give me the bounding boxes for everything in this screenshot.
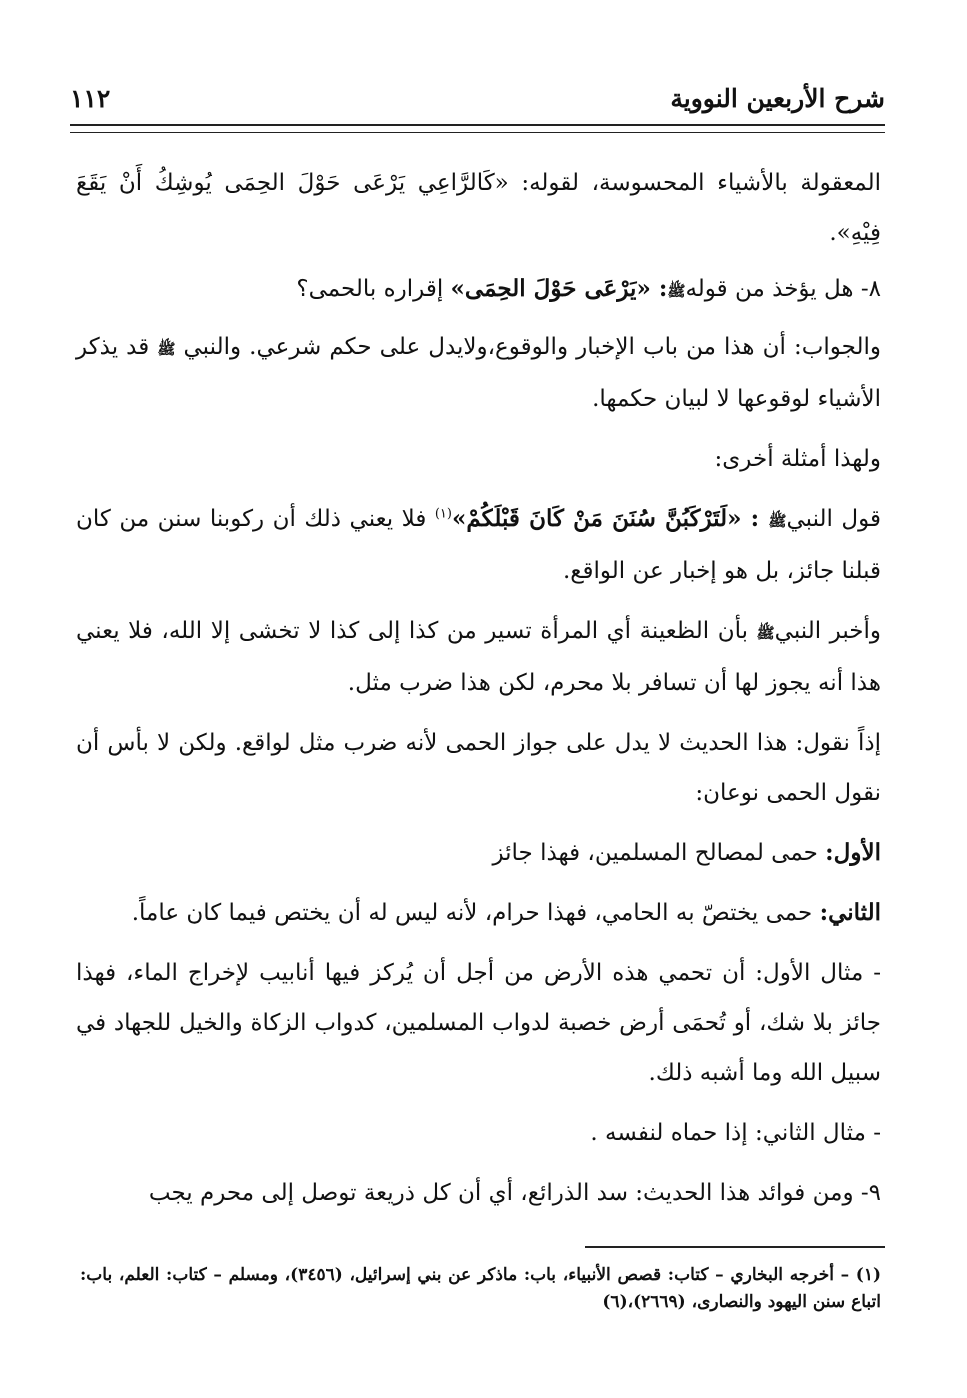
question-8-lead: ٨- هل يؤخذ من قوله (685, 276, 881, 302)
example-tail: فلا يعني ذلك أن ركوبنا سنن من كان قبلنا جائز، بل هو إخبار عن الواقع. (76, 506, 881, 584)
paragraph-2 (76, 264, 881, 316)
salla-honorific: ﷺ (768, 512, 787, 530)
footnote: (١) – أخرجه البخاري – كتاب: قصص الأنبياء، باب: ماذكر عن بني إسرائيل، (٣٤٥٦)، ومسلم – كتاب: العلم، باب: اتباع سنن اليهود والنصارى، (٢٦٦٩)،(٦) (80, 1265, 881, 1312)
paragraph-5 (76, 494, 881, 596)
answer-tail: قد يذكر الأشياء لوقوعها لا لبيان حكمها. (76, 334, 881, 412)
example-lead: قول النبي (786, 506, 881, 532)
paragraph-12: ٩- ومن فوائد هذا الحديث: سد الذرائع، أي أن كل ذريعة توصل إلى محرم يجب (148, 1180, 881, 1206)
answer-lead: والجواب: أن هذا من باب الإخبار والوقوع،ولايدل على حكم شرعي. والنبي (183, 334, 881, 360)
paragraph-3 (76, 322, 881, 424)
salla-honorific: ﷺ (756, 624, 775, 642)
question-8-tail: إقراره بالحمى؟ (296, 276, 451, 302)
page-header (70, 84, 885, 124)
type-1-label: الأول: (825, 839, 881, 866)
hadith-quote: : «يَرْعَى حَوْلَ الحِمَى» (450, 275, 668, 302)
example-2-lead: وأخبر النبي (774, 618, 882, 644)
example-2-tail: بأن الظعينة أي المرأة تسير من كذا إلى كذا لا تخشى إلا الله، فلا يعني هذا أنه يجوز لها أن تسافر بلا محرم، لكن هذا ضرب مثل. (76, 618, 881, 696)
salla-honorific: ﷺ (667, 282, 686, 300)
paragraph-9 (76, 888, 881, 938)
paragraph-11: - مثال الثاني: إذا حماه لنفسه . (590, 1120, 881, 1146)
footnote-rule (585, 1246, 885, 1248)
main-text (76, 158, 881, 1228)
footnote-marker[interactable]: (١) (434, 506, 452, 522)
paragraph-1: المعقولة بالأشياء المحسوسة، لقوله: «كَالرَّاعِي يَرْعَى حَوْلَ الحِمَى يُوشِكُ أَنْ يَقَعَ فِيْهِ». (76, 170, 881, 246)
salla-honorific: ﷺ (157, 340, 176, 358)
header-rule (70, 124, 885, 133)
paragraph-6 (76, 606, 881, 708)
hadith-quote: : «لَتَرْكَبُنَّ سُنَنَ مَنْ كَانَ قَبْلَكُمْ» (451, 505, 769, 532)
paragraph-10: - مثال الأول: أن تحمي هذه الأرض من أجل أن يُركز فيها أنابيب لإخراج الماء، فهذا جائز بلا شك، أو تُحمَى أرض خصبة لدواب المسلمين، كدواب الزكاة والخيل للجهاد في سبيل الله وما أشبه ذلك. (76, 960, 881, 1086)
type-1-text: حمى لمصالح المسلمين، فهذا جائز (492, 840, 826, 866)
page-number: ١١٢ (70, 84, 111, 113)
running-title: شرح الأربعين النووية (670, 84, 885, 113)
type-2-text: حمى يختصّ به الحامي، فهذا حرام، لأنه ليس له أن يختص فيما كان عاماً. (131, 900, 820, 926)
type-2-label: الثاني: (819, 899, 881, 926)
paragraph-4: ولهذا أمثلة أخرى: (714, 446, 881, 472)
paragraph-8 (76, 828, 881, 878)
paragraph-7: إذاً نقول: هذا الحديث لا يدل على جواز الحمى لأنه ضرب مثل لواقع. ولكن لا بأس أن نقول الحمى نوعان: (76, 730, 881, 806)
